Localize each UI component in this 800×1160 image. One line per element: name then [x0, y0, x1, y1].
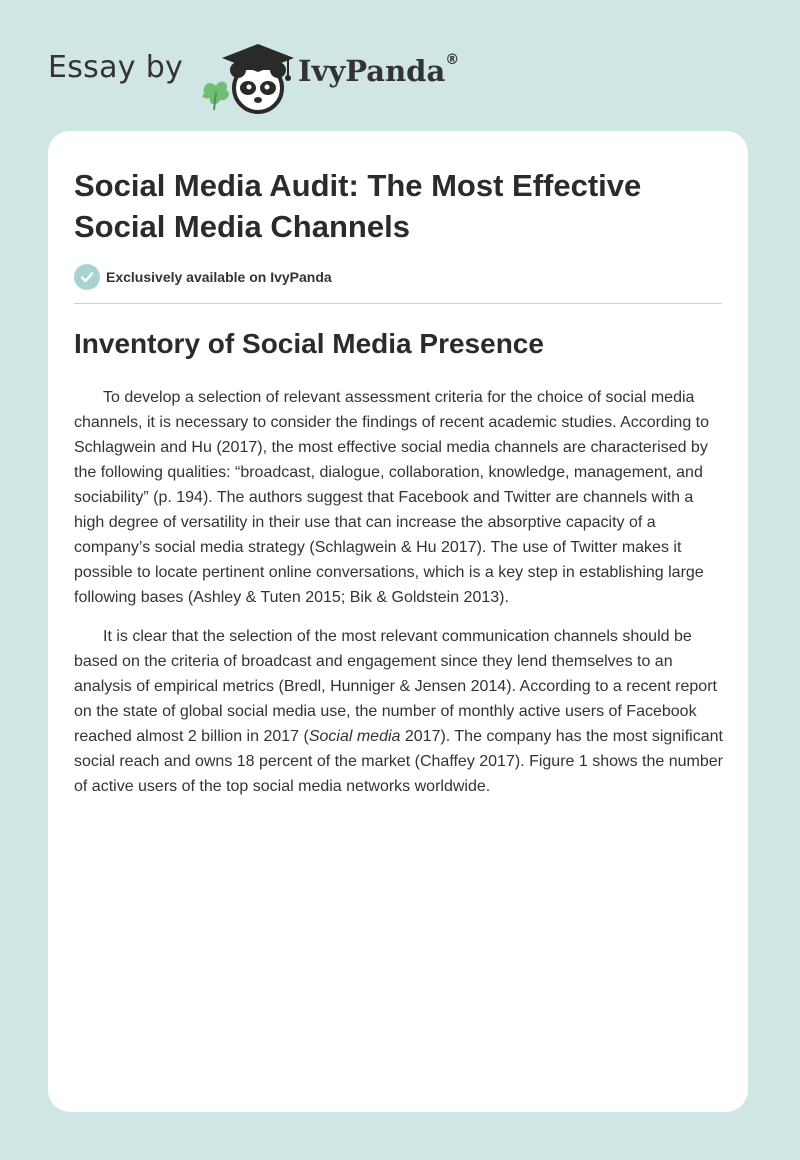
- paragraph-2: [74, 624, 726, 799]
- graduate-panda-logo-icon[interactable]: [200, 36, 298, 116]
- article-body: [74, 385, 726, 813]
- brand-header: [48, 36, 508, 116]
- registered-mark: ®: [445, 52, 460, 68]
- paragraph-1: To develop a selection of relevant assessment criteria for the choice of social media channels, it is necessary to consider the findings of recent academic studies. According to Schlagwein and Hu (2017), the most effective social media channels are characterised by the following qualities: “broadcast, dialogue, collaboration, knowledge, management, and sociability” (p. 194). The authors suggest that Facebook and Twitter are channels with a high degree of versatility in their use that can increase the absorptive capacity of a company’s social media strategy (Schlagwein & Hu 2017). The use of Twitter makes it possible to locate pertinent online conversations, which is a key step in establishing large following bases (Ashley & Tuten 2015; Bik & Goldstein 2013).: [74, 389, 710, 606]
- article-title: Social Media Audit: The Most Effective Social Media Channels: [74, 168, 642, 244]
- paragraph-2-end: 2017). The company has the most significant social reach and owns 18 percent of the market (Chaffey 2017). Figure 1 shows the number of active users of the top social media networks worldwide.: [74, 728, 723, 795]
- article-card: [48, 131, 748, 1112]
- check-circle-icon: [74, 264, 100, 290]
- divider: [74, 303, 722, 304]
- brand-name: [298, 54, 459, 88]
- exclusive-badge: [74, 264, 332, 290]
- brand-prefix: Essay by: [48, 50, 184, 85]
- paragraph-2-start: It is clear that the selection of the most relevant communication channels should be based on the criteria of broadcast and engagement since they lend themselves to an analysis of empirical metrics (Bredl, Hunniger & Jensen 2014). According to a recent report on the state of global social media use, the number of monthly active users of Facebook reached almost 2 billion in 2017 (: [74, 628, 717, 745]
- section-heading: Inventory of Social Media Presence: [74, 328, 544, 359]
- paragraph-2-italic: Social media: [308, 728, 401, 745]
- brand-name-text: IvyPanda: [298, 54, 446, 88]
- exclusive-badge-text: Exclusively available on IvyPanda: [106, 269, 332, 285]
